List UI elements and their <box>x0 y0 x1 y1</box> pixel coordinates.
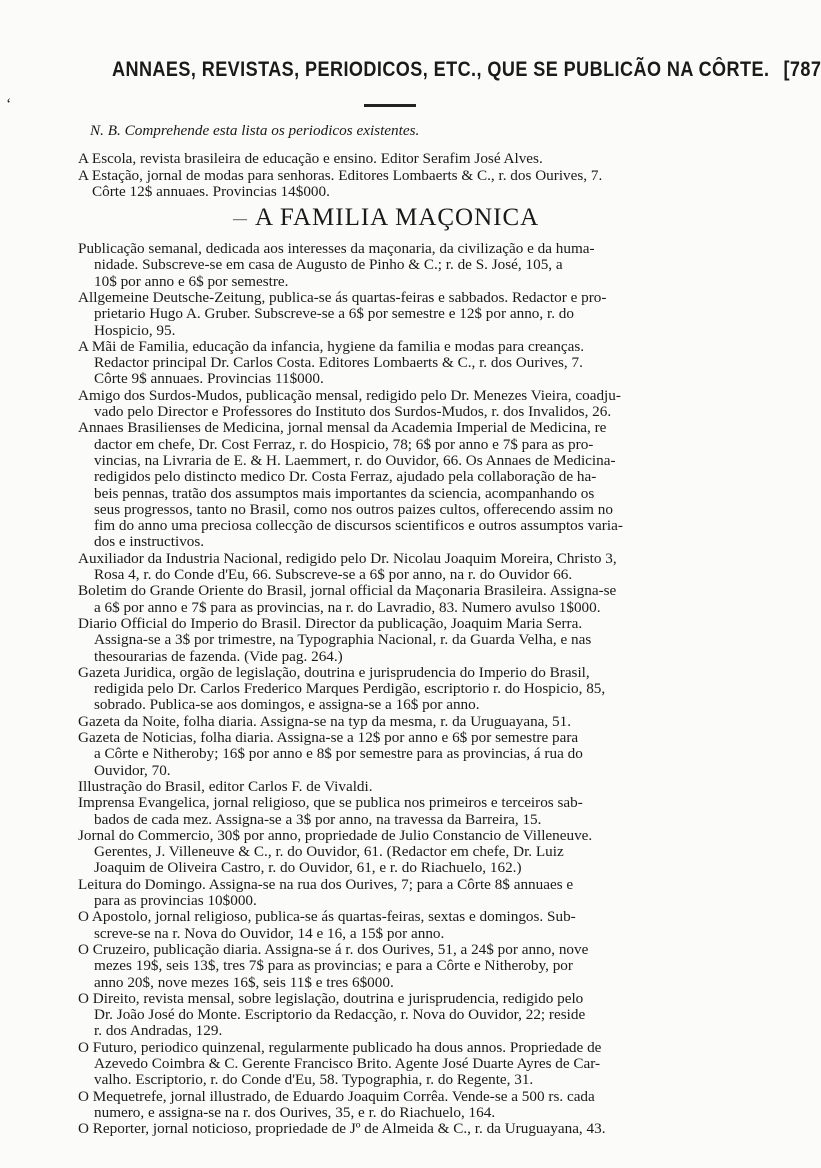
entry-continuation-line: Azevedo Coimbra & C. Gerente Francisco Brito. Agente José Duarte Ayres de Car- <box>94 1055 601 1072</box>
entry-continuation-line: screve-se na r. Nova do Ouvidor, 14 e 16, a 15$ por anno. <box>94 924 445 942</box>
entry-continuation-line: Gerentes, J. Villeneuve & C., r. do Ouvidor, 61. (Redactor em chefe, Dr. Luiz <box>94 843 564 861</box>
entry-continuation-line: vado pelo Director e Professores do Instituto dos Surdos-Mudos, r. dos Invalidos, 26. <box>94 403 612 420</box>
entry-continuation-line: Dr. João José do Monte. Escriptorio da Redacção, r. Nova do Ouvidor, 22; reside <box>94 1006 586 1024</box>
entry-continuation-line: Côrte 12$ annuaes. Provincias 14$000. <box>92 183 330 200</box>
entry-continuation-line: Hospicio, 95. <box>94 321 176 339</box>
margin-mark: ‘ <box>6 96 12 113</box>
entry-continuation-line: fim do anno uma preciosa collecção de discursos scientificos e outros assumptos varia- <box>94 517 623 535</box>
entry-first-line: Amigo dos Surdos-Mudos, publicação mensal, redigido pelo Dr. Menezes Vieira, coadju- <box>78 386 621 404</box>
entry-first-line: Publicação semanal, dedicada aos interesses da maçonaria, da civilização e da huma- <box>78 240 595 257</box>
entry-continuation-line: Joaquim de Oliveira Castro, r. do Ouvidor, 61, e r. do Riachuelo, 162.) <box>94 859 522 877</box>
entry-first-line: Jornal do Commercio, 30$ por anno, propriedade de Julio Constancio de Villeneuve. <box>78 826 593 844</box>
entry-continuation-line: numero, e assigna-se na r. dos Ourives, 35, e r. do Riachuelo, 164. <box>94 1103 496 1121</box>
entry-first-line: Annaes Brasilienses de Medicina, jornal mensal da Academia Imperial de Medicina, re <box>78 419 607 437</box>
entry-continuation-line: mezes 19$, seis 13$, tres 7$ para as provincias; e para a Côrte e Nitheroby, por <box>94 957 573 975</box>
entry-continuation-line: r. dos Andradas, 129. <box>94 1022 223 1040</box>
entry-continuation-line: Assigna-se a 3$ por trimestre, na Typographia Nacional, r. da Guarda Velha, e nas <box>94 631 592 649</box>
entry-continuation-line: dos e instructivos. <box>94 533 205 551</box>
entry-continuation-line: vincias, na Livraria de E. & H. Laemmert, r. do Ouvidor, 66. Os Annaes de Medicina- <box>94 451 616 469</box>
entry-first-line: Gazeta da Noite, folha diaria. Assigna-se na typ da mesma, r. da Uruguayana, 51. <box>78 712 572 730</box>
entry-continuation-line: redigida pelo Dr. Carlos Frederico Marques Perdigão, escriptorio r. do Hospicio, 85, <box>94 680 606 698</box>
entry-continuation-line: prietario Hugo A. Gruber. Subscreve-se a 6$ por semestre e 12$ por anno, r. do <box>94 305 574 323</box>
entry-continuation-line: Redactor principal Dr. Carlos Costa. Editores Lombaerts & C., r. dos Ourives, 7. <box>94 354 583 372</box>
entry-continuation-line: Rosa 4, r. do Conde d'Eu, 66. Subscreve-se a 6$ por anno, na r. do Ouvidor 66. <box>94 566 573 583</box>
intro-note: N. B. Comprehende esta lista os periodicos existentes. <box>90 122 420 139</box>
entry-first-line: Leitura do Domingo. Assigna-se na rua dos Ourives, 7; para a Côrte 8$ annuaes e <box>78 875 574 893</box>
entry-continuation-line: Côrte 9$ annuaes. Provincias 11$000. <box>94 370 324 388</box>
entry-first-line: O Direito, revista mensal, sobre legislação, doutrina e jurisprudencia, redigido pelo <box>78 989 584 1007</box>
header-rule <box>364 104 416 107</box>
entry-continuation-line: 10$ por anno e 6$ por semestre. <box>94 272 289 290</box>
page-number: [787 <box>783 58 821 81</box>
entry-continuation-line: beis pennas, tratão dos assumptos mais importantes da sciencia, acompanhando os <box>94 484 595 502</box>
entry-continuation-line: a Côrte e Nitheroby; 16$ por anno e 8$ por semestre para as provincias, á rua do <box>94 745 583 763</box>
entry-first-line: Gazeta de Noticias, folha diaria. Assigna-se a 12$ por anno e 6$ por semestre para <box>78 729 579 746</box>
entry-continuation-line: a 6$ por anno e 7$ para as provincias, na r. do Lavradio, 83. Numero avulso 1$000. <box>94 598 601 616</box>
entry-continuation-line: nidade. Subscreve-se em casa de Augusto de Pinho & C.; r. de S. José, 105, a <box>94 256 563 274</box>
entry-continuation-line: thesourarias de fazenda. (Vide pag. 264.) <box>94 647 343 665</box>
entry-first-line: Imprensa Evangelica, jornal religioso, que se publica nos primeiros e terceiros sab- <box>78 794 583 812</box>
entry-first-line: Gazeta Juridica, orgão de legislação, doutrina e jurisprudencia do Imperio do Brasil, <box>78 663 590 681</box>
entry-continuation-line: anno 20$, nove mezes 16$, seis 11$ e tres 6$000. <box>94 973 394 991</box>
entry-first-line: O Reporter, jornal noticioso, propriedade de Jº de Almeida & C., r. da Uruguayana, 43. <box>78 1120 606 1138</box>
entry-first-line: O Cruzeiro, publicação diaria. Assigna-se á r. dos Ourives, 51, a 24$ por anno, nove <box>78 940 589 958</box>
entry-first-line: Diario Official do Imperio do Brasil. Director da publicação, Joaquim Maria Serra. <box>78 614 583 632</box>
entry-first-line: Allgemeine Deutsche-Zeitung, publica-se ás quartas-feiras e sabbados. Redactor e pro- <box>78 288 607 306</box>
header-title: ANNAES, REVISTAS, PERIODICOS, ETC., QUE SE PUBLICÃO NA CÔRTE. <box>112 58 770 81</box>
entry-first-line: Auxiliador da Industria Nacional, redigido pelo Dr. Nicolau Joaquim Moreira, Christo 3, <box>78 549 617 567</box>
page-header <box>112 58 821 88</box>
section-title: A FAMILIA MAÇONICA <box>255 204 540 231</box>
entry-continuation-line: dactor em chefe, Dr. Cost Ferraz, r. do Hospicio, 78; 6$ por anno e 7$ para as pro- <box>94 435 594 453</box>
title-dash: — <box>233 212 247 227</box>
entry-continuation-line: para as provincias 10$000. <box>94 892 257 909</box>
entry-continuation-line: bados de cada mez. Assigna-se a 3$ por anno, na travessa da Barreira, 15. <box>94 810 542 828</box>
entry-first-line: O Mequetrefe, jornal illustrado, de Eduardo Joaquim Corrêa. Vende-se a 500 rs. cada <box>78 1087 595 1105</box>
entry-first-line: A Estação, jornal de modas para senhoras. Editores Lombaerts & C., r. dos Ourives, 7. <box>78 166 603 184</box>
entry-first-line: A Mãi de Familia, educação da infancia, hygiene da familia e modas para creanças. <box>78 337 585 355</box>
entry-first-line: Illustração do Brasil, editor Carlos F. de Vivaldi. <box>78 777 373 795</box>
entry-continuation-line: redigidos pelo distincto medico Dr. Costa Ferraz, ajudado pela collaboração de ha- <box>94 468 597 486</box>
entry-first-line: O Futuro, periodico quinzenal, regularmente publicado ha dous annos. Propriedade de <box>78 1038 602 1056</box>
entry-continuation-line: seus progressos, tanto no Brasil, como nos outros paizes cultos, offerecendo assim no <box>94 500 613 518</box>
entry-first-line: Boletim do Grande Oriente do Brasil, jornal official da Maçonaria Brasileira. Assigna-se <box>78 582 617 600</box>
entry-continuation-line: sobrado. Publica-se aos domingos, e assigna-se a 16$ por anno. <box>94 696 480 714</box>
entry-first-line: O Apostolo, jornal religioso, publica-se ás quartas-feiras, sextas e domingos. Sub- <box>78 908 576 926</box>
entry-continuation-line: Ouvidor, 70. <box>94 761 171 779</box>
entry-first-line: A Escola, revista brasileira de educação e ensino. Editor Serafim José Alves. <box>78 150 543 167</box>
entry-continuation-line: valho. Escriptorio, r. do Conde d'Eu, 58. Typographia, r. do Regente, 31. <box>94 1071 534 1089</box>
